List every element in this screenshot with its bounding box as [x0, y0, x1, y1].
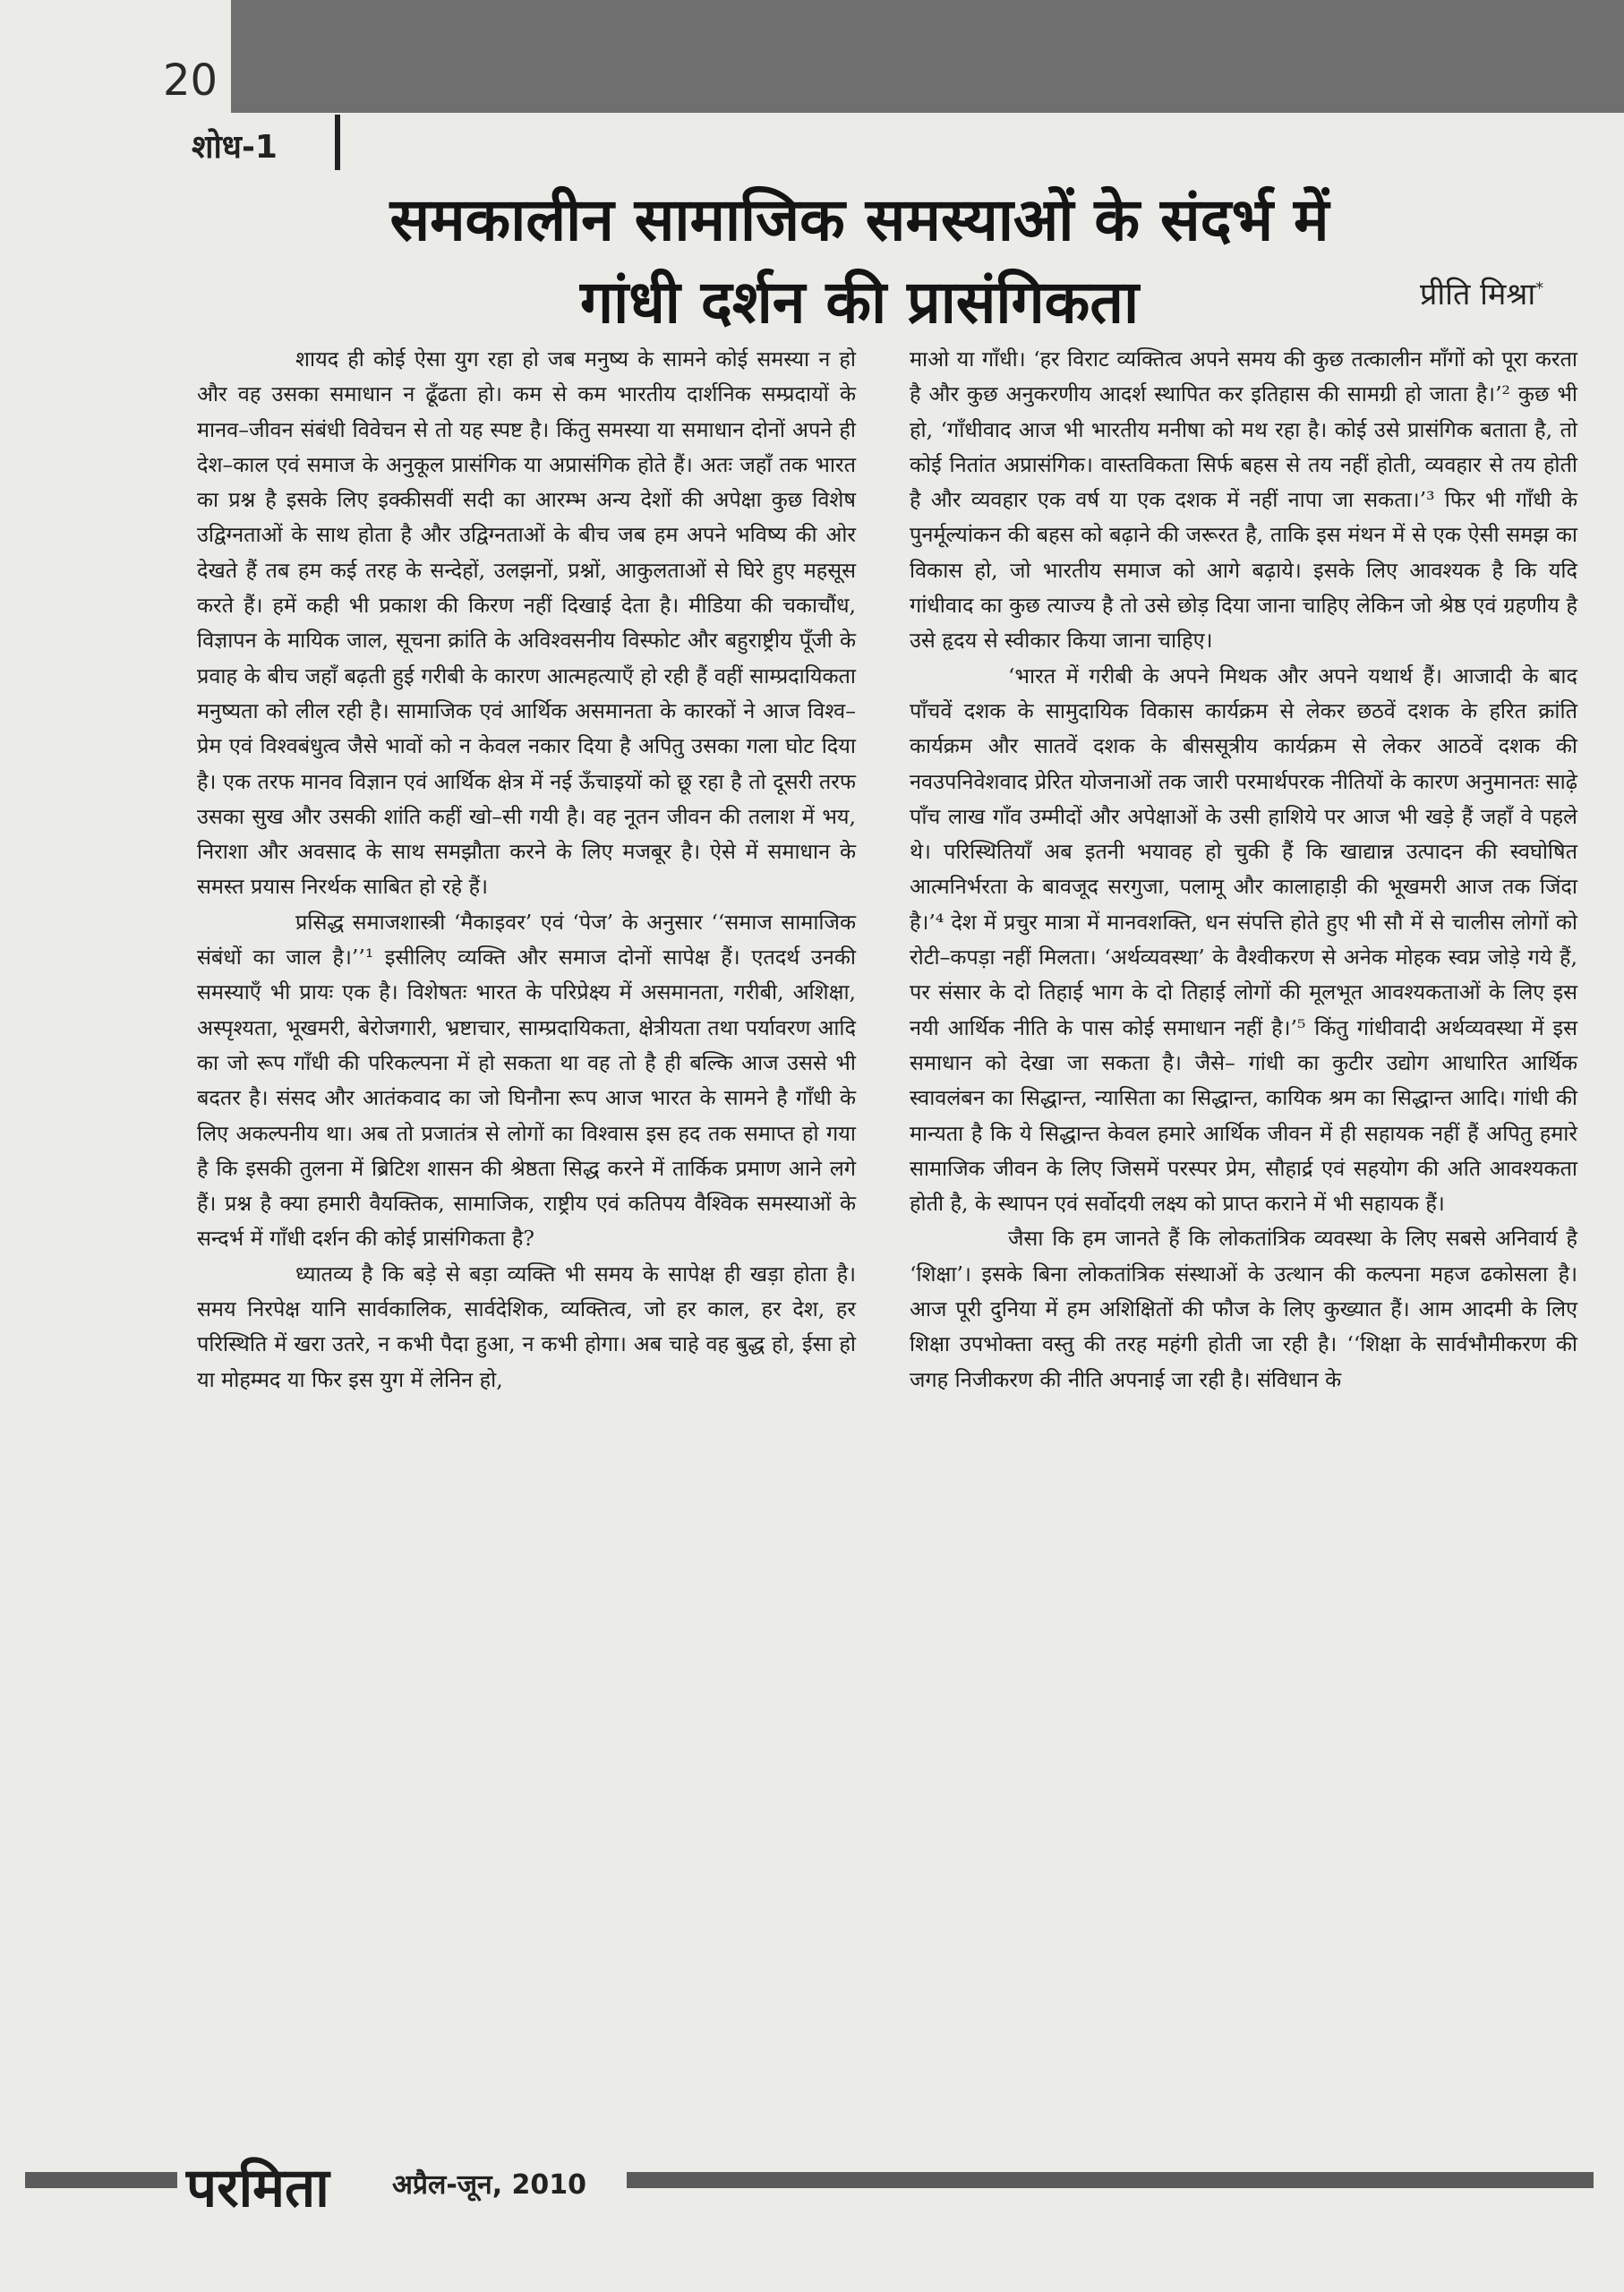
top-gray-band — [231, 0, 1624, 113]
paragraph: शायद ही कोई ऐसा युग रहा हो जब मनुष्य के सामने कोई समस्या न हो और वह उसका समाधान न ढूँढता हो। कम से कम भारतीय दार्शनिक सम्प्रदायों के मानव–जीवन संबंधी विवेचन से तो यह स्पष्ट है। किंतु समस्या या समाधान दोनों अपने ही देश–काल एवं समाज के अनुकूल प्रासंगिक या अप्रासंगिक होते हैं। अतः जहाँ तक भारत का प्रश्न है इसके लिए इक्कीसवीं सदी का आरम्भ अन्य देशों की अपेक्षा कुछ विशेष उद्विग्नताओं के साथ होता है और उद्विग्नताओं के बीच जब हम अपने भविष्य की ओर देखते हैं तब हम कई तरह के सन्देहों, उलझनों, प्रश्नों, आकुलताओं से घिरे हुए महसूस करते हैं। हमें कही भी प्रकाश की किरण नहीं दिखाई देता है। मीडिया की चकाचौंध, विज्ञापन के मायिक जाल, सूचना क्रांति के अविश्वसनीय विस्फोट और बहुराष्ट्रीय पूँजी के प्रवाह के बीच जहाँ बढ़ती हुई गरीबी के कारण आत्महत्याएँ हो रही हैं वहीं साम्प्रदायिकता मनुष्यता को लील रही है। सामाजिक एवं आर्थिक असमानता के कारकों ने आज विश्व–प्रेम एवं विश्वबंधुत्व जैसे भावों को न केवल नकार दिया है अपितु उसका गला घोट दिया है। एक तरफ मानव विज्ञान एवं आर्थिक क्षेत्र में नई ऊँचाइयों को छू रहा है तो दूसरी तरफ उसका सुख और उसकी शांति कहीं खो–सी गयी है। वह नूतन जीवन की तलाश में भय, निराशा और अवसाद के साथ समझौता करने के लिए मजबूर है। ऐसे में समाधान के समस्त प्रयास निरर्थक साबित हो रहे हैं। — [197, 346, 856, 900]
footer-bar-left — [25, 2172, 177, 2188]
author-byline — [1420, 272, 1543, 313]
footer-bar-right — [627, 2172, 1594, 2188]
title-line-2: गांधी दर्शन की प्रासंगिकता — [579, 268, 1140, 337]
paragraph: ध्यातव्य है कि बड़े से बड़ा व्यक्ति भी समय के सापेक्ष ही खड़ा होता है। समय निरपेक्ष यानि सार्वकालिक, सार्वदेशिक, व्यक्तित्व, जो हर काल, हर देश, हर परिस्थिति में खरा उतरे, न कभी पैदा हुआ, न कभी होगा। अब चाहे वह बुद्ध हो, ईसा हो या मोहम्मद या फिर इस युग में लेनिन हो, — [197, 1261, 856, 1392]
paragraph: प्रसिद्ध समाजशास्त्री ‘मैकाइवर’ एवं ‘पेज’ के अनुसार ‘‘समाज सामाजिक संबंधों का जाल है।’’¹ इसीलिए व्यक्ति और समाज दोनों सापेक्ष हैं। एतदर्थ उनकी समस्याएँ भी प्रायः एक है। विशेषतः भारत के परिप्रेक्ष्य में असमानता, गरीबी, अशिक्षा, अस्पृश्यता, भूखमरी, बेरोजगारी, भ्रष्टाचार, साम्प्रदायिकता, क्षेत्रीयता तथा पर्यावरण आदि का जो रूप गाँधी की परिकल्पना में हो सकता था वह तो है ही बल्कि आज उससे भी बदतर है। संसद और आतंकवाद का जो घिनौना रूप आज भारत के सामने है गाँधी के लिए अकल्पनीय था। अब तो प्रजातंत्र से लोगों का विश्वास इस हद तक समाप्त हो गया है कि इसकी तुलना में ब्रिटिश शासन की श्रेष्ठता सिद्ध करने में तार्किक प्रमाण आने लगे हैं। प्रश्न है क्या हमारी वैयक्तिक, सामाजिक, राष्ट्रीय एवं कतिपय वैश्विक समस्याओं के सन्दर्भ में गाँधी दर्शन की कोई प्रासंगिकता है? — [197, 909, 856, 1252]
page-number: 20 — [163, 56, 218, 106]
left-column — [197, 342, 856, 1398]
journal-logo: परमिता — [186, 2157, 329, 2219]
issue-date: अप्रैल-जून, 2010 — [392, 2169, 587, 2201]
paragraph: जैसा कि हम जानते हैं कि लोकतांत्रिक व्यवस्था के लिए सबसे अनिवार्य है ‘शिक्षा’। इसके बिना लोकतांत्रिक संस्थाओं के उत्थान की कल्पना महज ढकोसला है। आज पूरी दुनिया में हम अशिक्षितों की फौज के लिए कुख्यात हैं। आम आदमी के लिए शिक्षा उपभोक्ता वस्तु की तरह महंगी होती जा रही है। ‘‘शिक्षा के सार्वभौमीकरण की जगह निजीकरण की नीति अपनाई जा रही है। संविधान के — [910, 1226, 1577, 1392]
author-footnote-mark: * — [1535, 278, 1544, 298]
title-line-1: समकालीन सामाजिक समस्याओं के संदर्भ में — [389, 185, 1329, 254]
author-name: प्रीति मिश्रा — [1420, 277, 1536, 312]
paragraph: माओ या गाँधी। ‘हर विराट व्यक्तित्व अपने समय की कुछ तत्कालीन माँगों को पूरा करता है और कुछ अनुकरणीय आदर्श स्थापित कर इतिहास की सामग्री हो जाता है।’² कुछ भी हो, ‘गाँधीवाद आज भी भारतीय मनीषा को मथ रहा है। कोई उसे प्रासंगिक बताता है, तो कोई नितांत अप्रासंगिक। वास्तविकता सिर्फ बहस से तय नहीं होती, व्यवहार से तय होती है और व्यवहार एक वर्ष या एक दशक में नहीं नापा जा सकता।’³ फिर भी गाँधी के पुनर्मूल्यांकन की बहस को बढ़ाने की जरूरत है, ताकि इस मंथन में से एक ऐसी समझ का विकास हो, जो भारतीय समाज को आगे बढ़ाये। इसके लिए आवश्यक है कि यदि गांधीवाद का कुछ त्याज्य है तो उसे छोड़ दिया जाना चाहिए लेकिन जो श्रेष्ठ एवं ग्रहणीय है उसे हृदय से स्वीकार किया जाना चाहिए। — [910, 346, 1577, 654]
right-column — [910, 342, 1577, 1398]
section-label: शोध-1 — [192, 129, 278, 166]
article-title — [269, 179, 1450, 344]
paragraph: ‘भारत में गरीबी के अपने मिथक और अपने यथार्थ हैं। आजादी के बाद पाँचवें दशक के सामुदायिक विकास कार्यक्रम से लेकर छठवें दशक के हरित क्रांति कार्यक्रम और सातवें दशक के बीससूत्रीय कार्यक्रम से लेकर आठवें दशक की नवउपनिवेशवाद प्रेरित योजनाओं तक जारी परमार्थपरक नीतियों के कारण अनुमानतः साढ़े पाँच लाख गाँव उम्मीदों और अपेक्षाओं के उसी हाशिये पर आज भी खड़े हैं जहाँ वे पहले थे। परिस्थितियाँ अब इतनी भयावह हो चुकी हैं कि खाद्यान्न उत्पादन की स्वघोषित आत्मनिर्भरता के बावजूद सरगुजा, पलामू और कालाहाड़ी की भूखमरी आज तक जिंदा है।’⁴ देश में प्रचुर मात्रा में मानवशक्ति, धन संपत्ति होते हुए भी सौ में से चालीस लोगों को रोटी–कपड़ा नहीं मिलता। ‘अर्थव्यवस्था’ के वैश्वीकरण से अनेक मोहक स्वप्न जोड़े गये हैं, पर संसार के दो तिहाई भाग के दो तिहाई लोगों की मूलभूत आवश्यकताओं के लिए इस नयी आर्थिक नीति के पास कोई समाधान नहीं है।’⁵ किंतु गांधीवादी अर्थव्यवस्था में इस समाधान को देखा जा सकता है। जैसे– गांधी का कुटीर उद्योग आधारित आर्थिक स्वावलंबन का सिद्धान्त, न्यासिता का सिद्धान्त, कायिक श्रम का सिद्धान्त आदि। गांधी की मान्यता है कि ये सिद्धान्त केवल हमारे आर्थिक जीवन में ही सहायक नहीं हैं अपितु हमारे सामाजिक जीवन के लिए जिसमें परस्पर प्रेम, सौहार्द्र एवं सहयोग की अति आवश्यकता होती है, के स्थापन एवं सर्वोदयी लक्ष्य को प्राप्त कराने में भी सहायक हैं। — [910, 663, 1577, 1217]
section-divider — [335, 115, 340, 170]
